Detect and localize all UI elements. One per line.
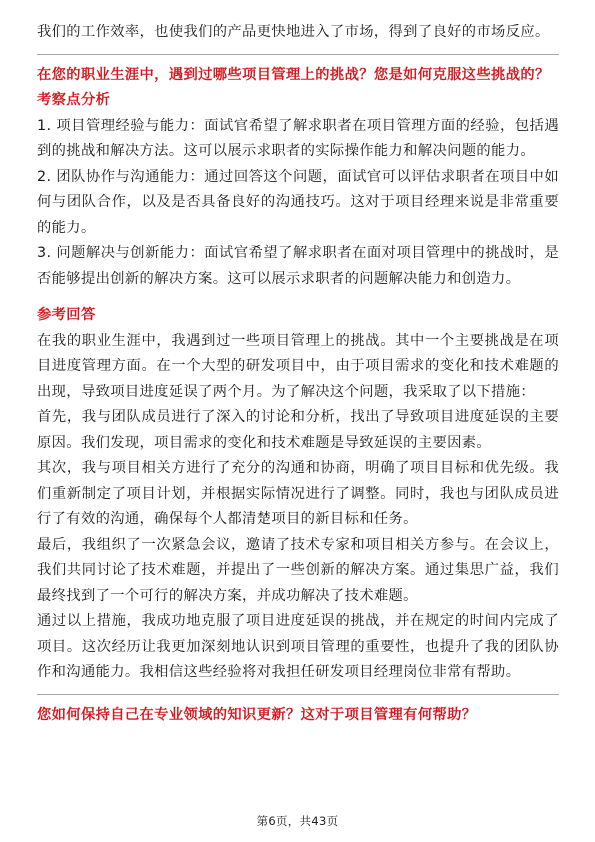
answer-paragraph: 其次，我与项目相关方进行了充分的沟通和协商，明确了项目目标和优先级。我们重新制定了项目计划，并根据实际情况进行了调整。同时，我也与团队成员进行了有效的沟通，确保每个人都清楚项目的新目标和任务。 bbox=[37, 460, 559, 527]
answer-paragraph: 通过以上措施，我成功地克服了项目进度延误的挑战，并在规定的时间内完成了项目。这次经历让我更加深刻地认识到项目管理的重要性，也提升了我的团队协作和沟通能力。我相信这些经验将对我担任研发项目经理岗位非常有帮助。 bbox=[37, 613, 559, 680]
question-title: 您如何保持自己在专业领域的知识更新？这对于项目管理有何帮助？ bbox=[37, 706, 477, 723]
question-title: 在您的职业生涯中，遇到过哪些项目管理上的挑战？您是如何克服这些挑战的？ bbox=[37, 66, 550, 83]
answer-paragraph: 首先，我与团队成员进行了深入的讨论和分析，找出了导致项目进度延误的主要原因。我们发现，项目需求的变化和技术难题是导致延误的主要因素。 bbox=[37, 409, 559, 451]
page-number: 第6页，共43页 bbox=[256, 814, 339, 828]
answer-heading: 参考回答 bbox=[37, 307, 96, 323]
answer-paragraph: 在我的职业生涯中，我遇到过一些项目管理上的挑战。其中一个主要挑战是在项目进度管理方面。在一个大型的研发项目中，由于项目需求的变化和技术难题的出现，导致项目进度延误了两个月。为了解决这个问题，我采取了以下措施： bbox=[37, 332, 559, 400]
intro-paragraph: 我们的工作效率，也使我们的产品更快地进入了市场，得到了良好的市场反应。 bbox=[37, 24, 550, 40]
page-content bbox=[37, 20, 559, 728]
analysis-item: 1. 项目管理经验与能力：面试官希望了解求职者在项目管理方面的经验，包括遇到的挑战和解决方法。这可以展示求职者的实际操作能力和解决问题的能力。 bbox=[37, 117, 559, 159]
analysis-item: 2. 团队协作与沟通能力：通过回答这个问题，面试官可以评估求职者在项目中如何与团队合作，以及是否具备良好的沟通技巧。这对于项目经理来说是非常重要的能力。 bbox=[37, 168, 559, 236]
analysis-item: 3. 问题解决与创新能力：面试官希望了解求职者在面对项目管理中的挑战时，是否能够提出创新的解决方案。这可以展示求职者的问题解决能力和创造力。 bbox=[37, 245, 559, 287]
analysis-heading: 考察点分析 bbox=[37, 92, 111, 108]
answer-paragraph: 最后，我组织了一次紧急会议，邀请了技术专家和项目相关方参与。在会议上，我们共同讨论了技术难题，并提出了一些创新的解决方案。通过集思广益，我们最终找到了一个可行的解决方案，并成功解决了技术难题。 bbox=[37, 536, 559, 604]
